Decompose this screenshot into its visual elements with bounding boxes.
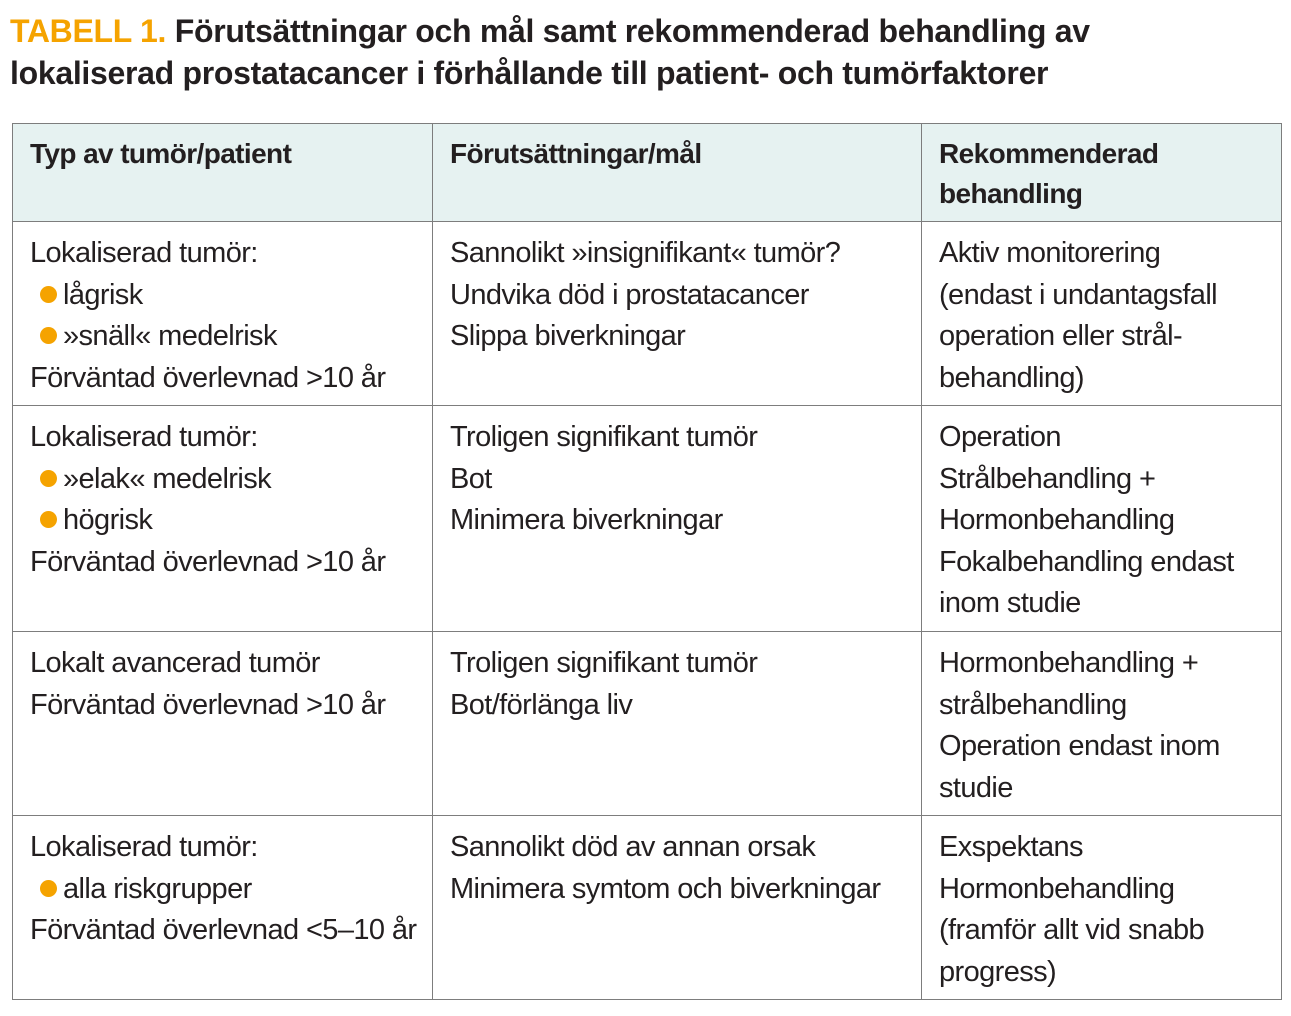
cell-conditions: Troligen signifikant tumör Bot/förlänga liv — [433, 632, 922, 816]
cell-conditions: Troligen signifikant tumör Bot Minimera biverkningar — [433, 406, 922, 632]
cell-conditions: Sannolikt »insignifikant« tumör? Undvika död i prostatacancer Slippa biverkningar — [433, 222, 922, 406]
cell-treatment: Hormonbehandling + strålbehandling Operation endast inom studie — [922, 632, 1282, 816]
cell-treatment: Aktiv monitorering (endast i undantagsfall operation eller strål- behandling) — [922, 222, 1282, 406]
header-conditions: Förutsättningar/mål — [433, 124, 922, 222]
bullet-icon — [40, 511, 57, 528]
table-title — [10, 10, 1285, 94]
cell-treatment: Operation Strålbehandling + Hormonbehandling Fokalbehandling endast inom studie — [922, 406, 1282, 632]
cell-conditions: Sannolikt död av annan orsak Minimera symtom och biverkningar — [433, 816, 922, 1000]
list-item: högrisk — [30, 500, 418, 542]
table-row — [13, 406, 1282, 632]
title-line-1: Förutsättningar och mål samt rekommenderad behandling av — [174, 13, 1090, 49]
list-item: lågrisk — [30, 275, 418, 317]
list-item: »elak« medelrisk — [30, 459, 418, 501]
bullet-icon — [40, 286, 57, 303]
cell-type: Lokaliserad tumör: alla riskgrupper Förväntad överlevnad <5–10 år — [13, 816, 433, 1000]
bullet-icon — [40, 327, 57, 344]
bullet-icon — [40, 880, 57, 897]
header-treatment: Rekommenderad behandling — [922, 124, 1282, 222]
cell-type: Lokalt avancerad tumör Förväntad överlevnad >10 år — [13, 632, 433, 816]
header-type: Typ av tumör/patient — [13, 124, 433, 222]
table-label: TABELL 1. — [10, 13, 167, 49]
cell-type: Lokaliserad tumör: lågrisk »snäll« medelrisk Förväntad överlevnad >10 år — [13, 222, 433, 406]
title-line-2: lokaliserad prostatacancer i förhållande till patient- och tumörfaktorer — [10, 55, 1049, 91]
treatment-table — [12, 123, 1282, 1000]
table-row — [13, 816, 1282, 1000]
list-item: »snäll« medelrisk — [30, 316, 418, 358]
table-row — [13, 632, 1282, 816]
table-row — [13, 222, 1282, 406]
cell-type: Lokaliserad tumör: »elak« medelrisk högrisk Förväntad överlevnad >10 år — [13, 406, 433, 632]
bullet-icon — [40, 470, 57, 487]
list-item: alla riskgrupper — [30, 869, 418, 911]
table-header-row — [13, 124, 1282, 222]
cell-treatment: Exspektans Hormonbehandling (framför allt vid snabb progress) — [922, 816, 1282, 1000]
